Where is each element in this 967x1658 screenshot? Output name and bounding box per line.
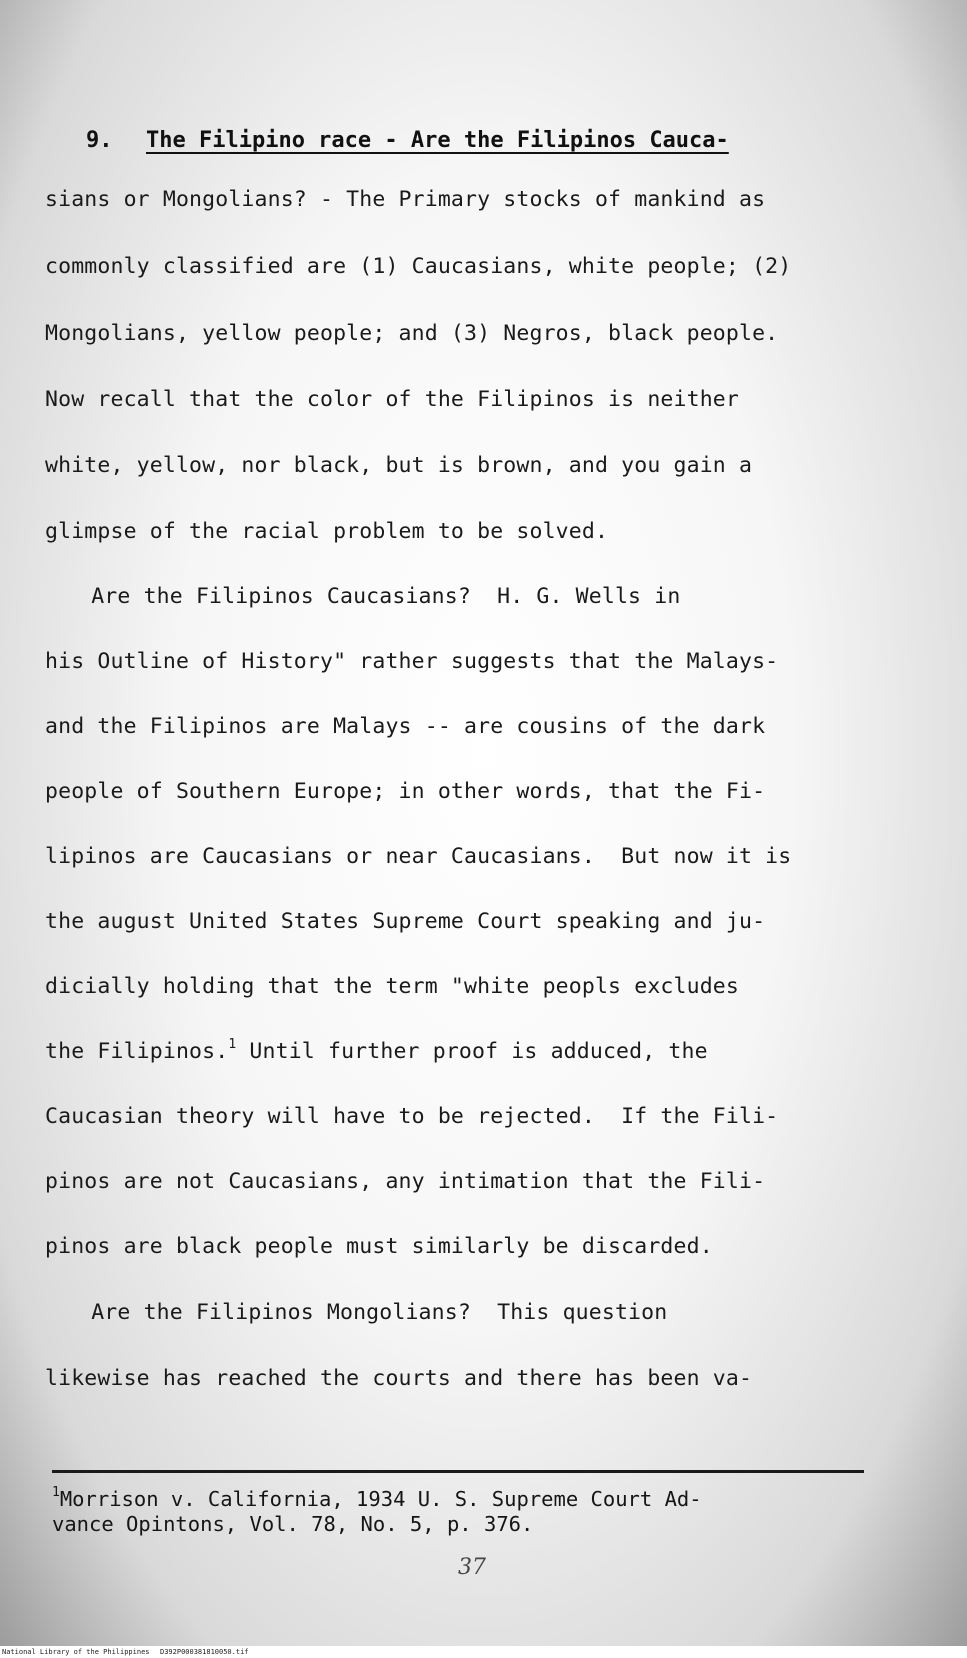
footnote-marker: 1 — [52, 1485, 60, 1500]
page-number: 37 — [458, 1555, 486, 1580]
footnote-divider — [52, 1470, 864, 1473]
text-before-footnote: the Filipinos. — [45, 1039, 229, 1064]
scan-library: National Library of the Philippines — [2, 1648, 150, 1656]
scan-stamp — [0, 1646, 967, 1658]
body-line: pinos are black people must similarly be discarded. — [45, 1234, 713, 1259]
body-line: pinos are not Caucasians, any intimation that the Fili- — [45, 1169, 766, 1194]
body-line: glimpse of the racial problem to be solved. — [45, 519, 609, 544]
footnote-text-1: Morrison v. California, 1934 U. S. Supreme Court Ad- — [59, 1487, 702, 1511]
paragraph-first-line: Are the Filipinos Mongolians? This question — [65, 1300, 668, 1325]
section-number: 9. — [86, 128, 113, 153]
body-line-with-footnote — [45, 1039, 708, 1064]
body-line: Mongolians, yellow people; and (3) Negros, black people. — [45, 321, 779, 346]
section-title: The Filipino race - Are the Filipinos Cauca- — [146, 128, 729, 153]
body-line: dicially holding that the term "white peopls excludes — [45, 974, 739, 999]
footnote-line: vance Opintons, Vol. 78, No. 5, p. 376. — [52, 1512, 534, 1536]
body-line: the august United States Supreme Court speaking and ju- — [45, 909, 766, 934]
footnote-line — [52, 1487, 702, 1511]
body-line: Now recall that the color of the Filipinos is neither — [45, 387, 739, 412]
footnote-reference: 1 — [228, 1037, 237, 1052]
body-line: people of Southern Europe; in other words, that the Fi- — [45, 779, 766, 804]
text-after-footnote: Until further proof is adduced, the — [236, 1039, 708, 1064]
body-line: Caucasian theory will have to be rejected. If the Fili- — [45, 1104, 779, 1129]
body-line: white, yellow, nor black, but is brown, and you gain a — [45, 453, 753, 478]
body-line: and the Filipinos are Malays -- are cousins of the dark — [45, 714, 766, 739]
body-line: lipinos are Caucasians or near Caucasians. But now it is — [45, 844, 792, 869]
body-line: sians or Mongolians? - The Primary stocks of mankind as — [45, 187, 766, 212]
body-line: his Outline of History" rather suggests that the Malays- — [45, 649, 779, 674]
body-line: commonly classified are (1) Caucasians, white people; (2) — [45, 254, 792, 279]
body-line: likewise has reached the courts and there has been va- — [45, 1366, 753, 1391]
paragraph-first-line: Are the Filipinos Caucasians? H. G. Wells in — [65, 584, 681, 609]
scan-file: D392P000381810050.tif — [160, 1648, 249, 1656]
